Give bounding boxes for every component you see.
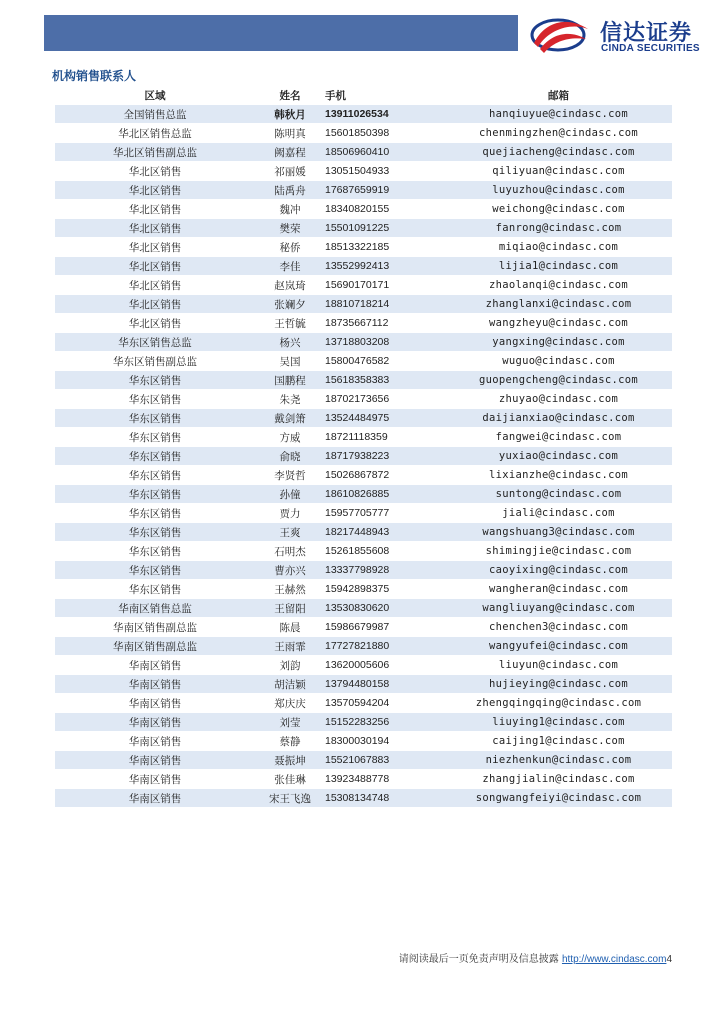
cell-region: 华北区销售 xyxy=(55,257,255,276)
cell-region: 全国销售总监 xyxy=(55,105,255,124)
cell-name: 王哲毓 xyxy=(255,314,325,333)
cell-region: 华北区销售总监 xyxy=(55,124,255,143)
cell-name: 俞晓 xyxy=(255,447,325,466)
cell-email[interactable]: yuxiao@cindasc.com xyxy=(445,447,672,466)
contacts-table xyxy=(55,86,672,808)
cell-email[interactable]: luyuzhou@cindasc.com xyxy=(445,181,672,200)
cell-phone: 13718803208 xyxy=(325,333,445,352)
cell-name: 王留阳 xyxy=(255,599,325,618)
column-header-region: 区域 xyxy=(55,86,255,105)
cell-region: 华东区销售总监 xyxy=(55,333,255,352)
cell-region: 华南区销售 xyxy=(55,789,255,808)
cell-region: 华南区销售 xyxy=(55,732,255,751)
cell-name: 刘韵 xyxy=(255,656,325,675)
cell-email[interactable]: suntong@cindasc.com xyxy=(445,485,672,504)
cell-email[interactable]: quejiacheng@cindasc.com xyxy=(445,143,672,162)
cell-email[interactable]: liuying1@cindasc.com xyxy=(445,713,672,732)
cell-phone: 18735667112 xyxy=(325,314,445,333)
cell-email[interactable]: fanrong@cindasc.com xyxy=(445,219,672,238)
cell-name: 国鹏程 xyxy=(255,371,325,390)
cell-phone: 15308134748 xyxy=(325,789,445,808)
cell-region: 华东区销售副总监 xyxy=(55,352,255,371)
cell-region: 华东区销售 xyxy=(55,428,255,447)
table-row xyxy=(55,257,672,276)
cell-name: 杨兴 xyxy=(255,333,325,352)
page-number: 4 xyxy=(666,954,672,965)
cell-region: 华南区销售 xyxy=(55,675,255,694)
cell-region: 华东区销售 xyxy=(55,447,255,466)
table-row xyxy=(55,447,672,466)
table-row xyxy=(55,675,672,694)
table-row xyxy=(55,542,672,561)
table-body xyxy=(55,105,672,808)
cell-email[interactable]: wangshuang3@cindasc.com xyxy=(445,523,672,542)
cell-email[interactable]: zhuyao@cindasc.com xyxy=(445,390,672,409)
cell-name: 祁丽媛 xyxy=(255,162,325,181)
table-row xyxy=(55,485,672,504)
cell-phone: 18340820155 xyxy=(325,200,445,219)
cell-phone: 18810718214 xyxy=(325,295,445,314)
table-row xyxy=(55,124,672,143)
cell-email[interactable]: fangwei@cindasc.com xyxy=(445,428,672,447)
cell-region: 华北区销售 xyxy=(55,200,255,219)
cell-email[interactable]: qiliyuan@cindasc.com xyxy=(445,162,672,181)
cell-phone: 13524484975 xyxy=(325,409,445,428)
cell-email[interactable]: liuyun@cindasc.com xyxy=(445,656,672,675)
cell-phone: 13051504933 xyxy=(325,162,445,181)
table-row xyxy=(55,637,672,656)
cell-name: 王雨霏 xyxy=(255,637,325,656)
cell-phone: 18717938223 xyxy=(325,447,445,466)
cell-phone: 18702173656 xyxy=(325,390,445,409)
column-header-name: 姓名 xyxy=(255,86,325,105)
cinda-logo-icon xyxy=(530,13,592,57)
cell-name: 陆禹舟 xyxy=(255,181,325,200)
column-header-phone: 手机 xyxy=(325,86,445,105)
cell-name: 李佳 xyxy=(255,257,325,276)
cell-name: 孙僮 xyxy=(255,485,325,504)
cell-name: 郑庆庆 xyxy=(255,694,325,713)
cell-email[interactable]: wangyufei@cindasc.com xyxy=(445,637,672,656)
table-row xyxy=(55,466,672,485)
table-row xyxy=(55,580,672,599)
cell-email[interactable]: guopengcheng@cindasc.com xyxy=(445,371,672,390)
table-row xyxy=(55,162,672,181)
table-row xyxy=(55,314,672,333)
table-row xyxy=(55,561,672,580)
logo-chinese-name: 信达证券 xyxy=(600,21,693,46)
cell-name: 秘侨 xyxy=(255,238,325,257)
table-row xyxy=(55,200,672,219)
website-link[interactable]: http://www.cindasc.com xyxy=(561,954,667,965)
table-row xyxy=(55,333,672,352)
cell-email[interactable]: yangxing@cindasc.com xyxy=(445,333,672,352)
cell-phone: 15261855608 xyxy=(325,542,445,561)
section-title: 机构销售联系人 xyxy=(52,69,137,83)
cell-email[interactable]: wuguo@cindasc.com xyxy=(445,352,672,371)
cell-region: 华北区销售 xyxy=(55,238,255,257)
table-row xyxy=(55,504,672,523)
cell-phone: 15026867872 xyxy=(325,466,445,485)
cell-email[interactable]: wangliuyang@cindasc.com xyxy=(445,599,672,618)
cell-name: 陈明真 xyxy=(255,124,325,143)
cell-region: 华北区销售 xyxy=(55,219,255,238)
cell-region: 华南区销售总监 xyxy=(55,599,255,618)
table-row xyxy=(55,105,672,124)
cell-name: 樊荣 xyxy=(255,219,325,238)
cell-region: 华东区销售 xyxy=(55,485,255,504)
cell-email[interactable]: miqiao@cindasc.com xyxy=(445,238,672,257)
cell-phone: 13570594204 xyxy=(325,694,445,713)
cell-email[interactable]: lijia1@cindasc.com xyxy=(445,257,672,276)
cell-phone: 15800476582 xyxy=(325,352,445,371)
cell-region: 华南区销售 xyxy=(55,770,255,789)
cell-phone: 15601850398 xyxy=(325,124,445,143)
cell-phone: 15957705777 xyxy=(325,504,445,523)
table-row xyxy=(55,656,672,675)
cell-region: 华南区销售副总监 xyxy=(55,618,255,637)
table-row xyxy=(55,428,672,447)
cell-name: 赵岚琦 xyxy=(255,276,325,295)
cell-name: 王赫然 xyxy=(255,580,325,599)
cell-region: 华东区销售 xyxy=(55,504,255,523)
cell-name: 王爽 xyxy=(255,523,325,542)
cell-name: 陈晨 xyxy=(255,618,325,637)
disclaimer-text: 请阅读最后一页免责声明及信息披露 xyxy=(398,954,562,965)
cell-phone: 15942898375 xyxy=(325,580,445,599)
cell-phone: 13337798928 xyxy=(325,561,445,580)
cell-region: 华东区销售 xyxy=(55,371,255,390)
cell-name: 蔡静 xyxy=(255,732,325,751)
cell-email[interactable]: hanqiuyue@cindasc.com xyxy=(445,105,672,124)
table-row xyxy=(55,276,672,295)
cell-email[interactable]: wangheran@cindasc.com xyxy=(445,580,672,599)
page-footer xyxy=(399,950,672,965)
cell-phone: 18721118359 xyxy=(325,428,445,447)
cell-email[interactable]: chenchen3@cindasc.com xyxy=(445,618,672,637)
cell-region: 华北区销售副总监 xyxy=(55,143,255,162)
cell-email[interactable]: zhangjialin@cindasc.com xyxy=(445,770,672,789)
cell-email[interactable]: songwangfeiyi@cindasc.com xyxy=(445,789,672,808)
cell-phone: 13530830620 xyxy=(325,599,445,618)
table-row xyxy=(55,143,672,162)
cell-name: 胡洁颖 xyxy=(255,675,325,694)
cell-name: 韩秋月 xyxy=(255,105,325,124)
table-row xyxy=(55,694,672,713)
cell-region: 华东区销售 xyxy=(55,409,255,428)
cell-email[interactable]: caijing1@cindasc.com xyxy=(445,732,672,751)
cell-phone: 13911026534 xyxy=(325,105,445,124)
table-row xyxy=(55,599,672,618)
cell-email[interactable]: caoyixing@cindasc.com xyxy=(445,561,672,580)
cell-region: 华北区销售 xyxy=(55,276,255,295)
cell-phone: 15152283256 xyxy=(325,713,445,732)
column-header-email: 邮箱 xyxy=(445,86,672,105)
table-row xyxy=(55,181,672,200)
cell-name: 刘莹 xyxy=(255,713,325,732)
cell-name: 张斓夕 xyxy=(255,295,325,314)
cell-region: 华南区销售 xyxy=(55,713,255,732)
cell-name: 戴剑箫 xyxy=(255,409,325,428)
cell-name: 宋王飞逸 xyxy=(255,789,325,808)
cell-region: 华东区销售 xyxy=(55,466,255,485)
cell-phone: 15618358383 xyxy=(325,371,445,390)
cell-region: 华南区销售 xyxy=(55,751,255,770)
cell-phone: 18300030194 xyxy=(325,732,445,751)
cell-email[interactable]: wangzheyu@cindasc.com xyxy=(445,314,672,333)
cell-region: 华北区销售 xyxy=(55,181,255,200)
cell-region: 华北区销售 xyxy=(55,295,255,314)
cell-phone: 18217448943 xyxy=(325,523,445,542)
table-row xyxy=(55,751,672,770)
cell-phone: 17727821880 xyxy=(325,637,445,656)
cell-email[interactable]: weichong@cindasc.com xyxy=(445,200,672,219)
cell-name: 李贤哲 xyxy=(255,466,325,485)
cell-phone: 13620005606 xyxy=(325,656,445,675)
cell-phone: 15690170171 xyxy=(325,276,445,295)
cell-region: 华东区销售 xyxy=(55,561,255,580)
cell-region: 华东区销售 xyxy=(55,580,255,599)
cell-phone: 18610826885 xyxy=(325,485,445,504)
cell-name: 聂振坤 xyxy=(255,751,325,770)
cell-name: 贾力 xyxy=(255,504,325,523)
cell-phone: 13552992413 xyxy=(325,257,445,276)
cell-region: 华南区销售副总监 xyxy=(55,637,255,656)
table-row xyxy=(55,295,672,314)
cell-name: 魏冲 xyxy=(255,200,325,219)
cell-phone: 18513322185 xyxy=(325,238,445,257)
cell-region: 华北区销售 xyxy=(55,162,255,181)
cell-email[interactable]: hujieying@cindasc.com xyxy=(445,675,672,694)
table-row xyxy=(55,409,672,428)
cell-name: 张佳琳 xyxy=(255,770,325,789)
table-row xyxy=(55,219,672,238)
cell-phone: 15986679987 xyxy=(325,618,445,637)
table-row xyxy=(55,352,672,371)
cell-region: 华东区销售 xyxy=(55,523,255,542)
cell-email[interactable]: zhengqingqing@cindasc.com xyxy=(445,694,672,713)
cell-email[interactable]: chenmingzhen@cindasc.com xyxy=(445,124,672,143)
cell-email[interactable]: zhanglanxi@cindasc.com xyxy=(445,295,672,314)
cell-name: 石明杰 xyxy=(255,542,325,561)
table-row xyxy=(55,371,672,390)
cell-region: 华南区销售 xyxy=(55,694,255,713)
cell-phone: 18506960410 xyxy=(325,143,445,162)
cell-email[interactable]: shimingjie@cindasc.com xyxy=(445,542,672,561)
table-row xyxy=(55,523,672,542)
table-row xyxy=(55,713,672,732)
cell-phone: 13794480158 xyxy=(325,675,445,694)
cell-email[interactable]: zhaolanqi@cindasc.com xyxy=(445,276,672,295)
cell-region: 华东区销售 xyxy=(55,390,255,409)
cell-name: 方威 xyxy=(255,428,325,447)
cell-email[interactable]: niezhenkun@cindasc.com xyxy=(445,751,672,770)
cell-phone: 17687659919 xyxy=(325,181,445,200)
table-row xyxy=(55,238,672,257)
cell-email[interactable]: jiali@cindasc.com xyxy=(445,504,672,523)
table-row xyxy=(55,390,672,409)
company-logo xyxy=(530,13,705,57)
cell-name: 阙嘉程 xyxy=(255,143,325,162)
logo-english-name: CINDA SECURITIES xyxy=(601,43,700,54)
cell-name: 曹亦兴 xyxy=(255,561,325,580)
table-header-row xyxy=(55,86,672,105)
cell-name: 朱尧 xyxy=(255,390,325,409)
cell-email[interactable]: daijianxiao@cindasc.com xyxy=(445,409,672,428)
cell-email[interactable]: lixianzhe@cindasc.com xyxy=(445,466,672,485)
table-row xyxy=(55,732,672,751)
header-bar xyxy=(44,15,518,51)
table-row xyxy=(55,618,672,637)
table-row xyxy=(55,770,672,789)
cell-phone: 15521067883 xyxy=(325,751,445,770)
cell-region: 华东区销售 xyxy=(55,542,255,561)
cell-region: 华北区销售 xyxy=(55,314,255,333)
cell-phone: 15501091225 xyxy=(325,219,445,238)
cell-region: 华南区销售 xyxy=(55,656,255,675)
cell-phone: 13923488778 xyxy=(325,770,445,789)
table-row xyxy=(55,789,672,808)
cell-name: 吴国 xyxy=(255,352,325,371)
